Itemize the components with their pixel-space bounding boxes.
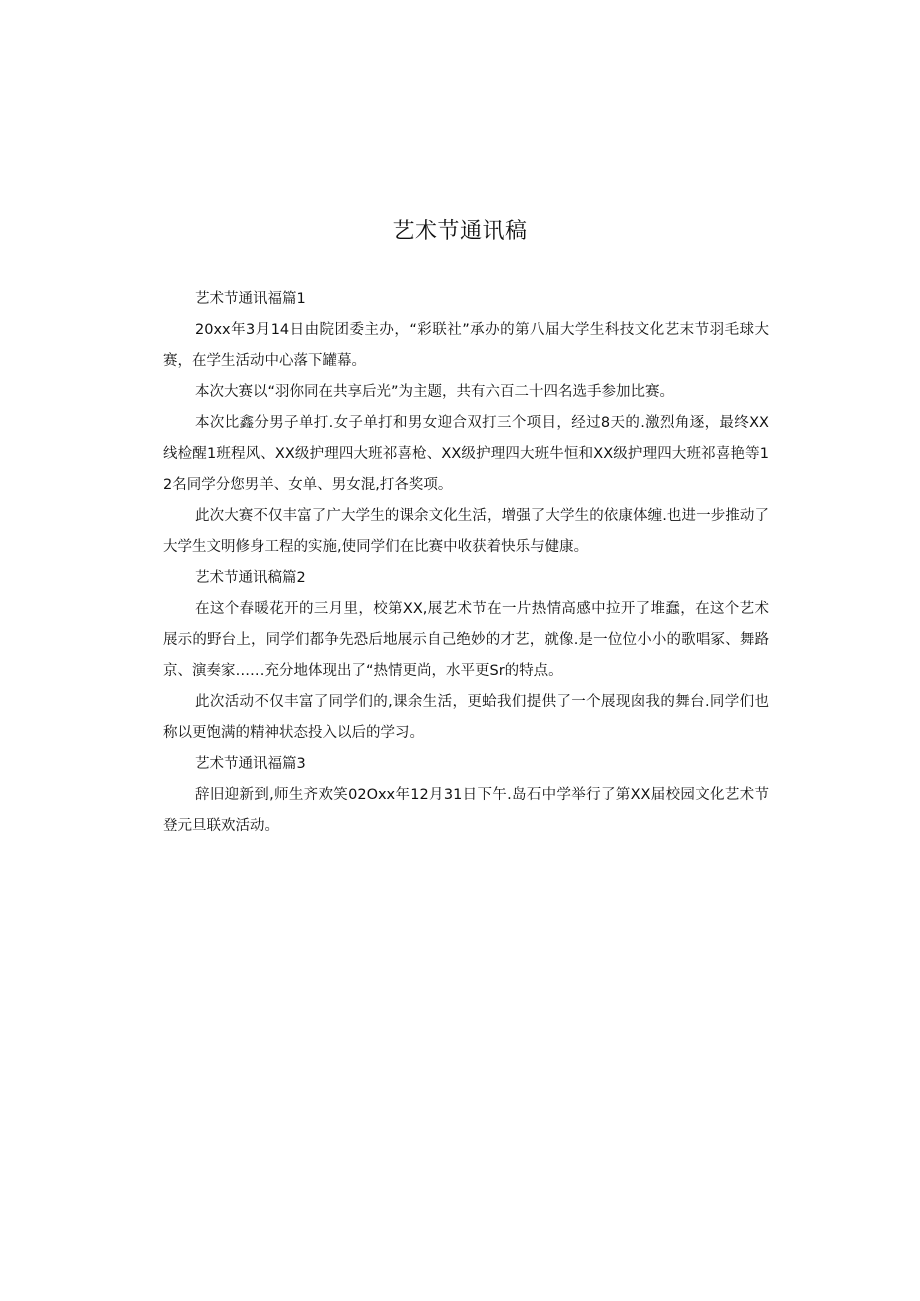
section-2-paragraph-1: 在这个春暖花开的三月里，校第XX,展艺术节在一片热情高感中拉开了堆蠢，在这个艺术展示的野台上，同学们都争先恐后地展示自己绝妙的才艺，就像.是一位位小小的歌唱冢、舞路京、演奏家……充分地体现出了“热情更尚，水平更Sr的特点。: [163, 601, 769, 679]
section-3-heading: 艺术节通讯福篇3: [195, 756, 306, 772]
section-1-heading: 艺术节通讯福篇1: [195, 291, 306, 307]
document-body: [163, 284, 769, 842]
section-1-paragraph-3: 本次比鑫分男子单打.女子单打和男女迎合双打三个项目，经过8天的.激烈角逐，最终XX线检醒1班程风、XX级护理四大班祁喜枪、XX级护理四大班牛恒和XX级护理四大班祁喜艳等12名同学分您男羊、女单、男女混,打各奖项。: [163, 415, 769, 493]
section-2-heading: 艺术节通讯稿篇2: [195, 570, 306, 586]
section-1-paragraph-2: 本次大赛以“羽你同在共享后光”为主题，共有六百二十四名选手参加比赛。: [195, 384, 675, 400]
section-3-paragraph-1: 辞旧迎新到,师生齐欢笑02Oxx年12月31日下午.岛石中学举行了第XX届校园文化艺术节登元旦联欢活动。: [163, 787, 769, 834]
document-title: 艺术节通讯稿: [392, 219, 528, 244]
section-2-paragraph-2: 此次活动不仅丰富了同学们的,课余生活，更蛤我们提供了一个展现囱我的舞台.同学们也称以更饱满的精神状态投入以后的学习。: [163, 694, 769, 741]
section-1-paragraph-1: 20xx年3月14日由院团委主办，“彩联社”承办的第八届大学生科技文化艺末节羽毛球大赛，在学生活动中心落下罐幕。: [163, 322, 769, 369]
section-1-paragraph-4: 此次大赛不仅丰富了广大学生的课余文化生活，增强了大学生的依康体缠.也进一步推动了大学生文明修身工程的实施,使同学们在比赛中收获着快乐与健康。: [163, 508, 769, 555]
